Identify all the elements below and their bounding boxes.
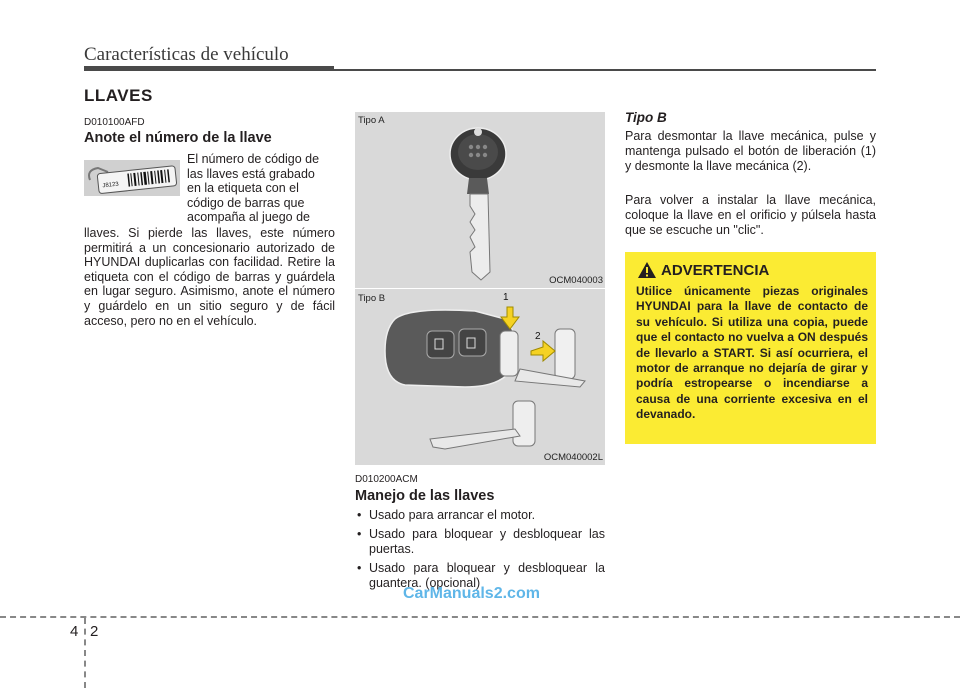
page-number: 2: [90, 623, 99, 640]
barcode-tag-image: [84, 160, 180, 196]
tag-number: J8123: [102, 181, 120, 190]
section-title: LLAVES: [84, 86, 153, 105]
key-type-a-icon: [445, 122, 515, 282]
intro-line: en la etiqueta con el: [187, 181, 299, 196]
footer-divider: [84, 618, 86, 688]
warning-box: [625, 252, 876, 444]
subsection-heading: Anote el número de la llave: [84, 130, 272, 146]
figure-b-label: Tipo B: [358, 293, 386, 304]
section-code-2: D010200ACM: [355, 474, 418, 485]
figure-a-code: OCM040003: [549, 275, 603, 286]
intro-line: acompaña al juego de: [187, 210, 311, 225]
subsection-heading-2: Manejo de las llaves: [355, 488, 495, 504]
intro-line: El número de código de: [187, 152, 320, 166]
warning-title: ADVERTENCIA: [661, 262, 770, 279]
intro-body: llaves. Si pierde las llaves, este número permitirá a un concesionario autorizado de HYUNDAI duplicarlas con facilidad. Retire la etiqueta con el código de barras y guárdela en lugar seguro. Asimismo, anote el número y guárdelo en un sitio seguro y de fácil acceso, pero no en el vehículo.: [84, 226, 335, 328]
figure-key-type-a: [355, 112, 605, 288]
chapter-title: Características de vehículo: [84, 44, 289, 65]
list-item: • Usado para bloquear y desbloquear las puertas.: [355, 527, 605, 557]
page-number-chapter: 4: [70, 623, 79, 640]
callout-1: 1: [503, 292, 509, 303]
figure-a-label: Tipo A: [358, 115, 385, 126]
figure-b-code: OCM040002L: [543, 452, 603, 463]
list-item: • Usado para bloquear y desbloquear la guantera. (opcional): [355, 561, 605, 591]
header-rule: [334, 69, 876, 71]
list-item: • Usado para arrancar el motor.: [355, 508, 605, 523]
tipo-b-para-1: Para desmontar la llave mecánica, pulse y mantenga pulsado el botón de liberación (1) y desmonte la llave mecánica (2).: [625, 129, 876, 173]
watermark: CarManuals2.com: [403, 585, 540, 602]
section-code: D010100AFD: [84, 117, 145, 128]
tipo-b-heading: Tipo B: [625, 110, 667, 125]
intro-lines: [187, 152, 335, 225]
callout-2: 2: [535, 331, 541, 342]
warning-icon: [637, 261, 657, 279]
key-type-b-icon: [355, 289, 605, 465]
tipo-b-para-2: Para volver a instalar la llave mecánica, coloque la llave en el orificio y púlsela hasta que se escuche un "clic".: [625, 193, 876, 237]
figure-key-type-b: [355, 288, 605, 465]
intro-line: las llaves está grabado: [187, 166, 315, 181]
header-bar: [84, 66, 334, 71]
intro-line: código de barras que: [187, 195, 305, 210]
usage-list: [355, 508, 605, 595]
warning-text: Utilice únicamente piezas originales HYUNDAI para la llave de contacto de su vehículo. Si utiliza una copia, puede que el contacto no vuelva a ON después de llevarlo a START. Si así ocurriera, el motor de arranque no dejaría de girar y podría estropearse o incendiarse a causa de una corriente excesiva en el devanado.: [636, 284, 868, 422]
footer-rule: [0, 616, 960, 618]
